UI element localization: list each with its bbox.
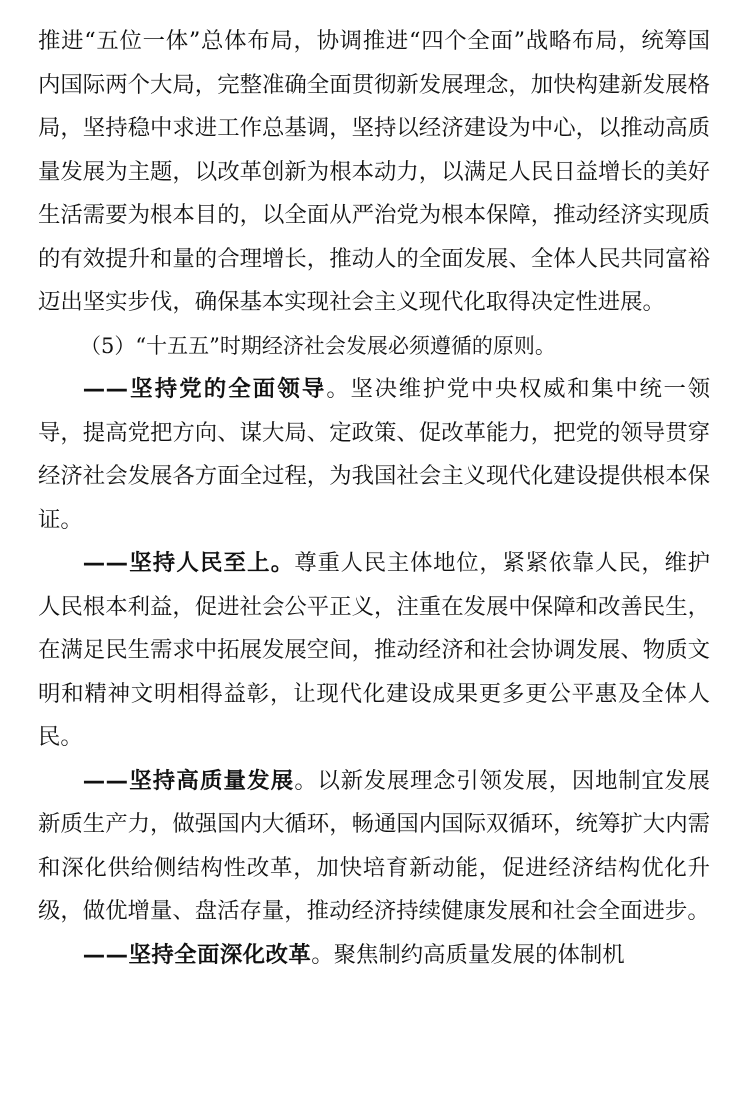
principle-title: ——坚持人民至上。	[82, 550, 295, 576]
paragraph-high-quality-development	[38, 760, 710, 934]
principle-title: ——坚持高质量发展	[82, 767, 295, 794]
document-page	[38, 20, 710, 977]
paragraph-text: 。聚焦制约高质量发展的体制机	[311, 941, 625, 968]
paragraph-text: 尊重人民主体地位，紧紧依靠人民，维护人民根本利益，促进社会公平正义，注重在发展中保障和改善民生，在满足民生需求中拓展发展空间，推动经济和社会协调发展、物质文明和精神文明相得益彰，让现代化建设成果更多更公平惠及全体人民。	[38, 550, 710, 750]
paragraph-text: 。以新发展理念引领发展，因地制宜发展新质生产力，做强国内大循环，畅通国内国际双循环，统筹扩大内需和深化供给侧结构性改革，加快培育新动能，促进经济结构优化升级，做优增量、盘活存量，推动经济持续健康发展和社会全面进步。	[38, 767, 710, 924]
paragraph-deepen-reform	[38, 934, 710, 978]
paragraph-text: 。坚决维护党中央权威和集中统一领导，提高党把方向、谋大局、定政策、促改革能力，把党的领导贯穿经济社会发展各方面全过程，为我国社会主义现代化建设提供根本保证。	[38, 376, 711, 533]
paragraph-party-leadership	[38, 368, 710, 542]
paragraph-overall-layout	[38, 20, 710, 325]
paragraph-people-first	[38, 542, 710, 760]
section-heading-principles	[38, 325, 710, 369]
section-heading-text: （5）“十五五”时期经济社会发展必须遵循的原则。	[80, 333, 556, 358]
principle-title: ——坚持全面深化改革	[82, 941, 312, 968]
paragraph-text: 推进“五位一体”总体布局，协调推进“四个全面”战略布局，统筹国内国际两个大局，完整准确全面贯彻新发展理念，加快构建新发展格局，坚持稳中求进工作总基调，坚持以经济建设为中心，以推动高质量发展为主题，以改革创新为根本动力，以满足人民日益增长的美好生活需要为根本目的，以全面从严治党为根本保障，推动经济实现质的有效提升和量的合理增长，推动人的全面发展、全体人民共同富裕迈出坚实步伐，确保基本实现社会主义现代化取得决定性进展。	[38, 28, 710, 315]
principle-title: ——坚持党的全面领导	[82, 376, 327, 402]
